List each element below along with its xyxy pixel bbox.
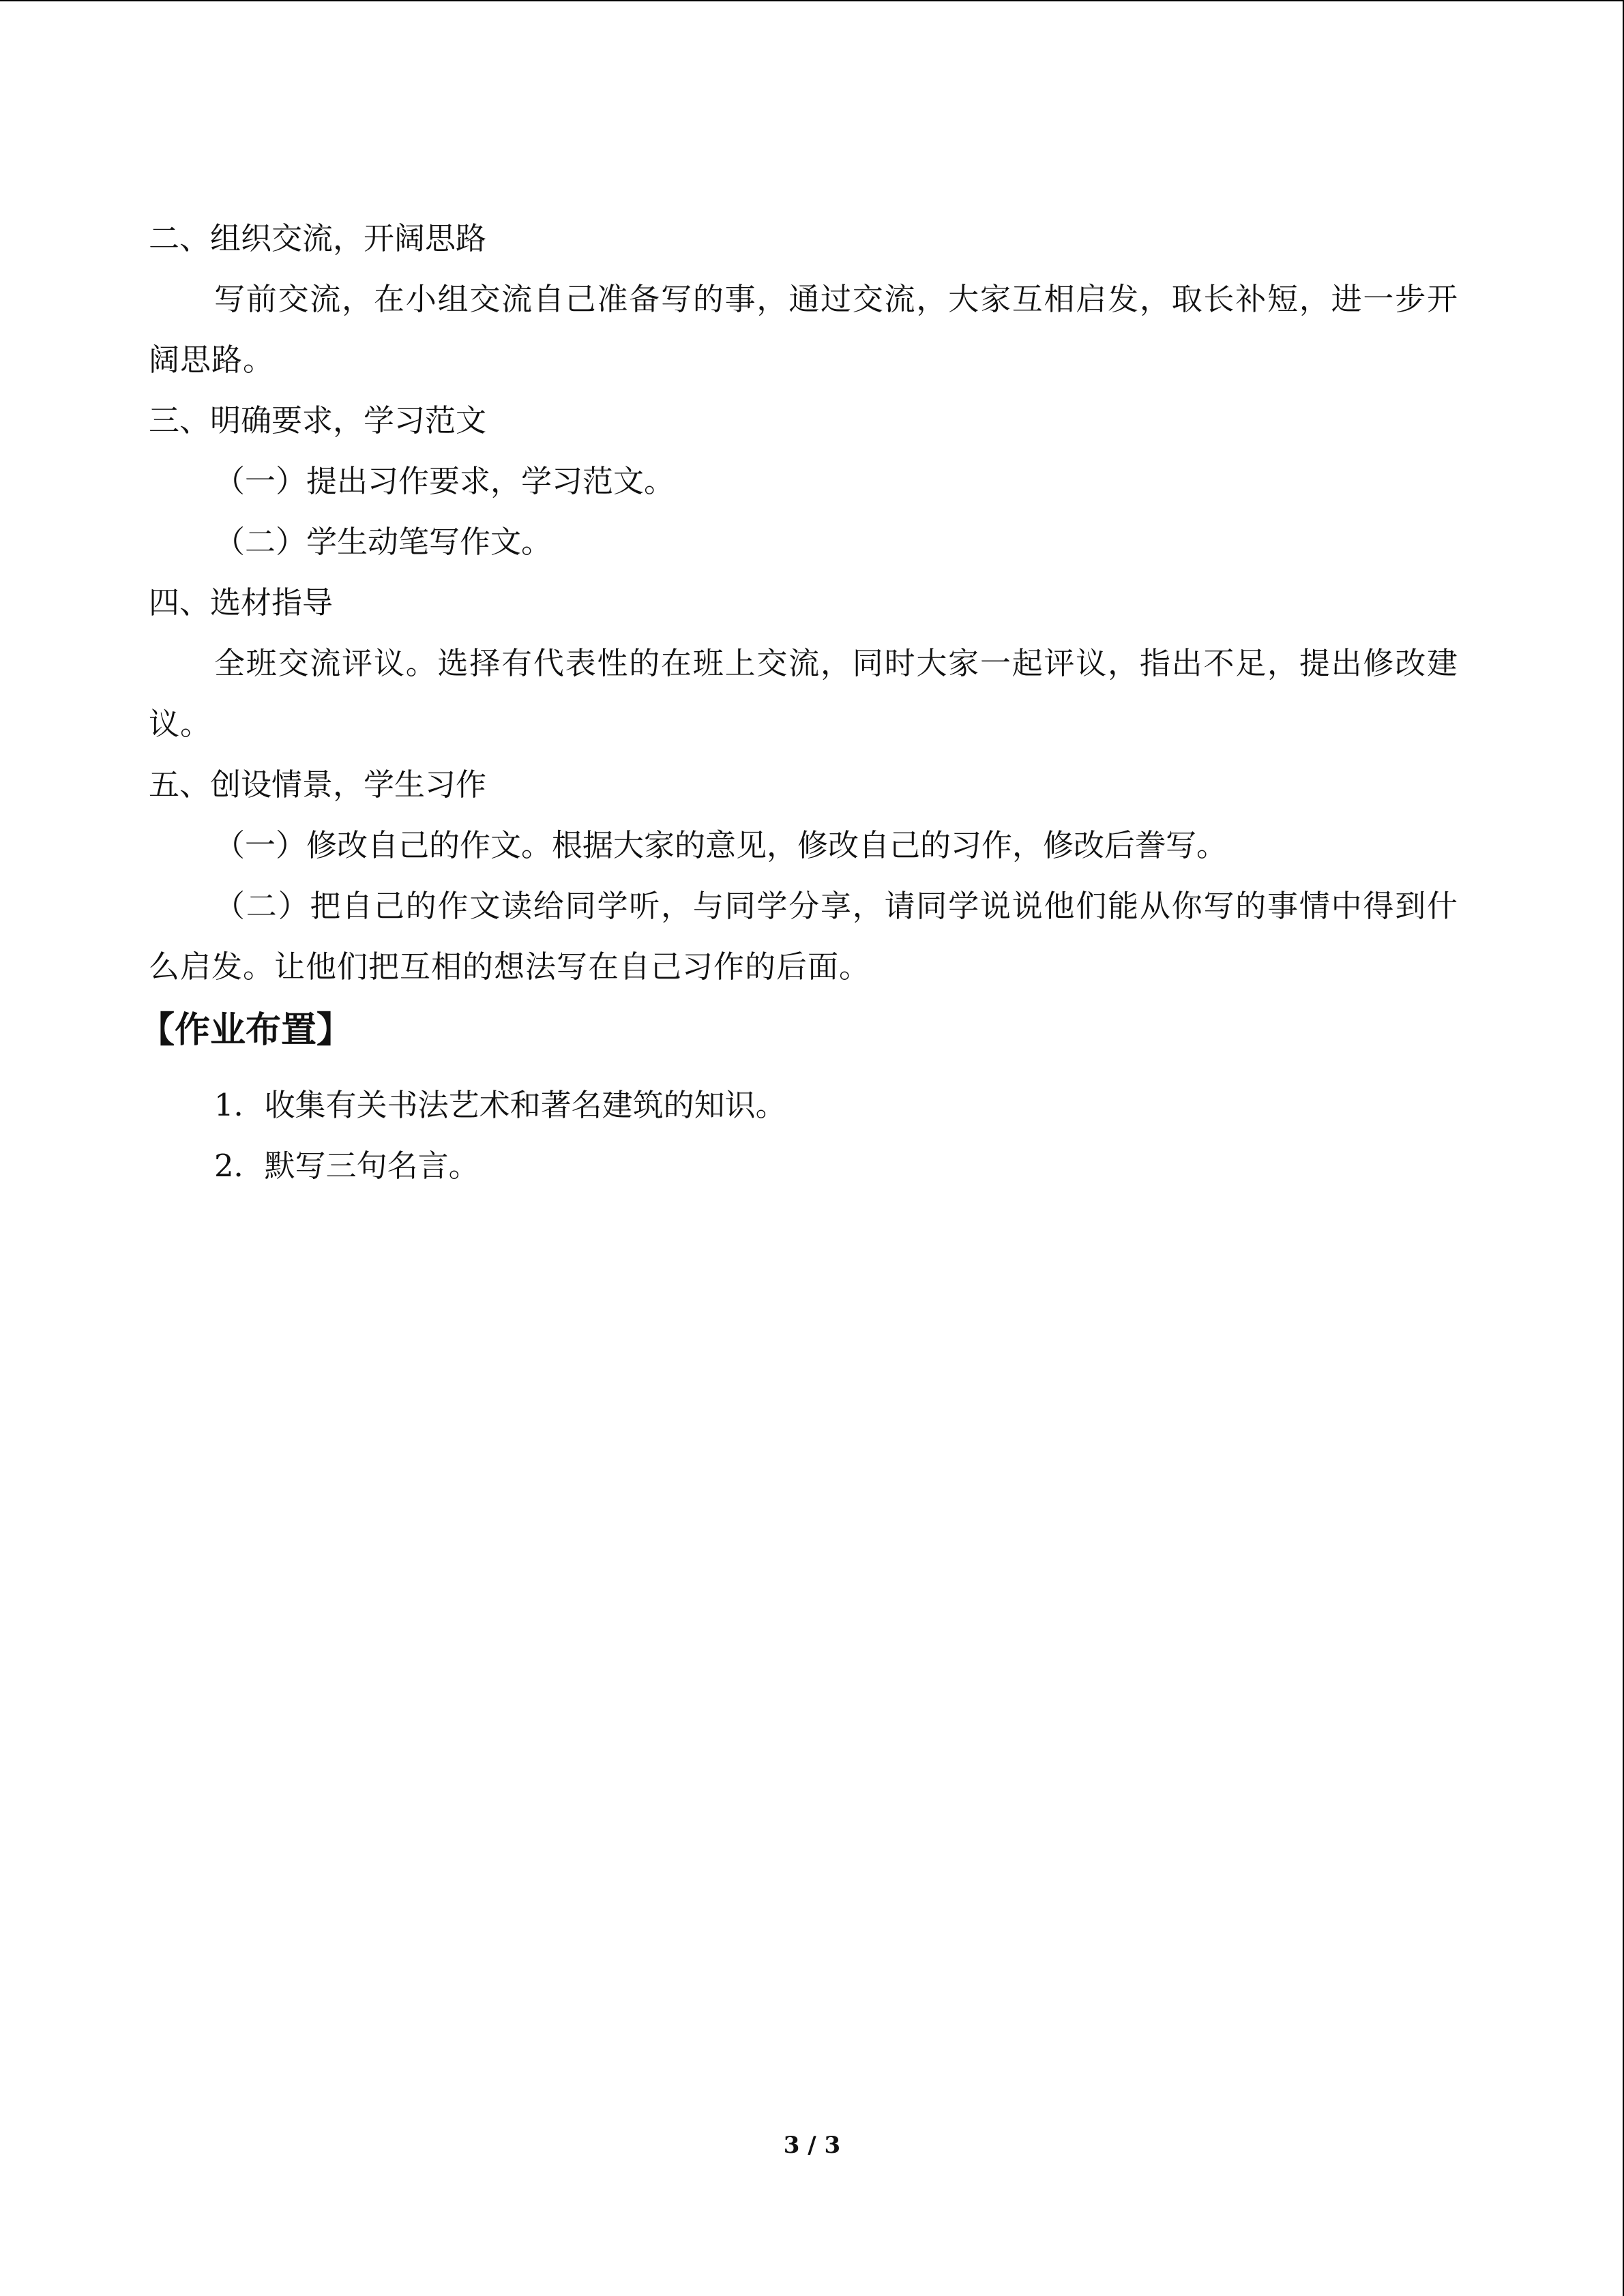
homework-item-1: 1．收集有关书法艺术和著名建筑的知识。 [214, 1087, 786, 1123]
section-2-title: 二、组织交流，开阔思路 [149, 220, 487, 256]
homework-heading: 【作业布置】 [139, 1009, 353, 1051]
section-3-title: 三、明确要求，学习范文 [149, 402, 487, 438]
section-5-item-2: （二）把自己的作文读给同学听，与同学分享，请同学说说他们能从你写的事情中得到什么启发。让他们把互相的想法写在自己习作的后面。 [149, 888, 1458, 985]
homework-list [149, 1075, 1458, 1196]
section-4-body: 全班交流评议。选择有代表性的在班上交流，同时大家一起评议，指出不足，提出修改建议。 [149, 645, 1458, 742]
section-3-item-2: （二）学生动笔写作文。 [214, 524, 552, 560]
section-2-body: 写前交流，在小组交流自己准备写的事，通过交流，大家互相启发，取长补短，进一步开阔思路。 [149, 281, 1458, 378]
document-body [139, 208, 1458, 1196]
homework-item-2: 2．默写三句名言。 [214, 1148, 479, 1184]
section-5-item-1: （一）修改自己的作文。根据大家的意见，修改自己的习作，修改后誊写。 [214, 827, 1228, 863]
section-3-item-1: （一）提出习作要求，学习范文。 [214, 463, 675, 499]
section-4-title: 四、选材指导 [149, 584, 334, 621]
page-number: 3 / 3 [783, 2132, 841, 2159]
section-5-title: 五、创设情景，学生习作 [149, 766, 487, 803]
